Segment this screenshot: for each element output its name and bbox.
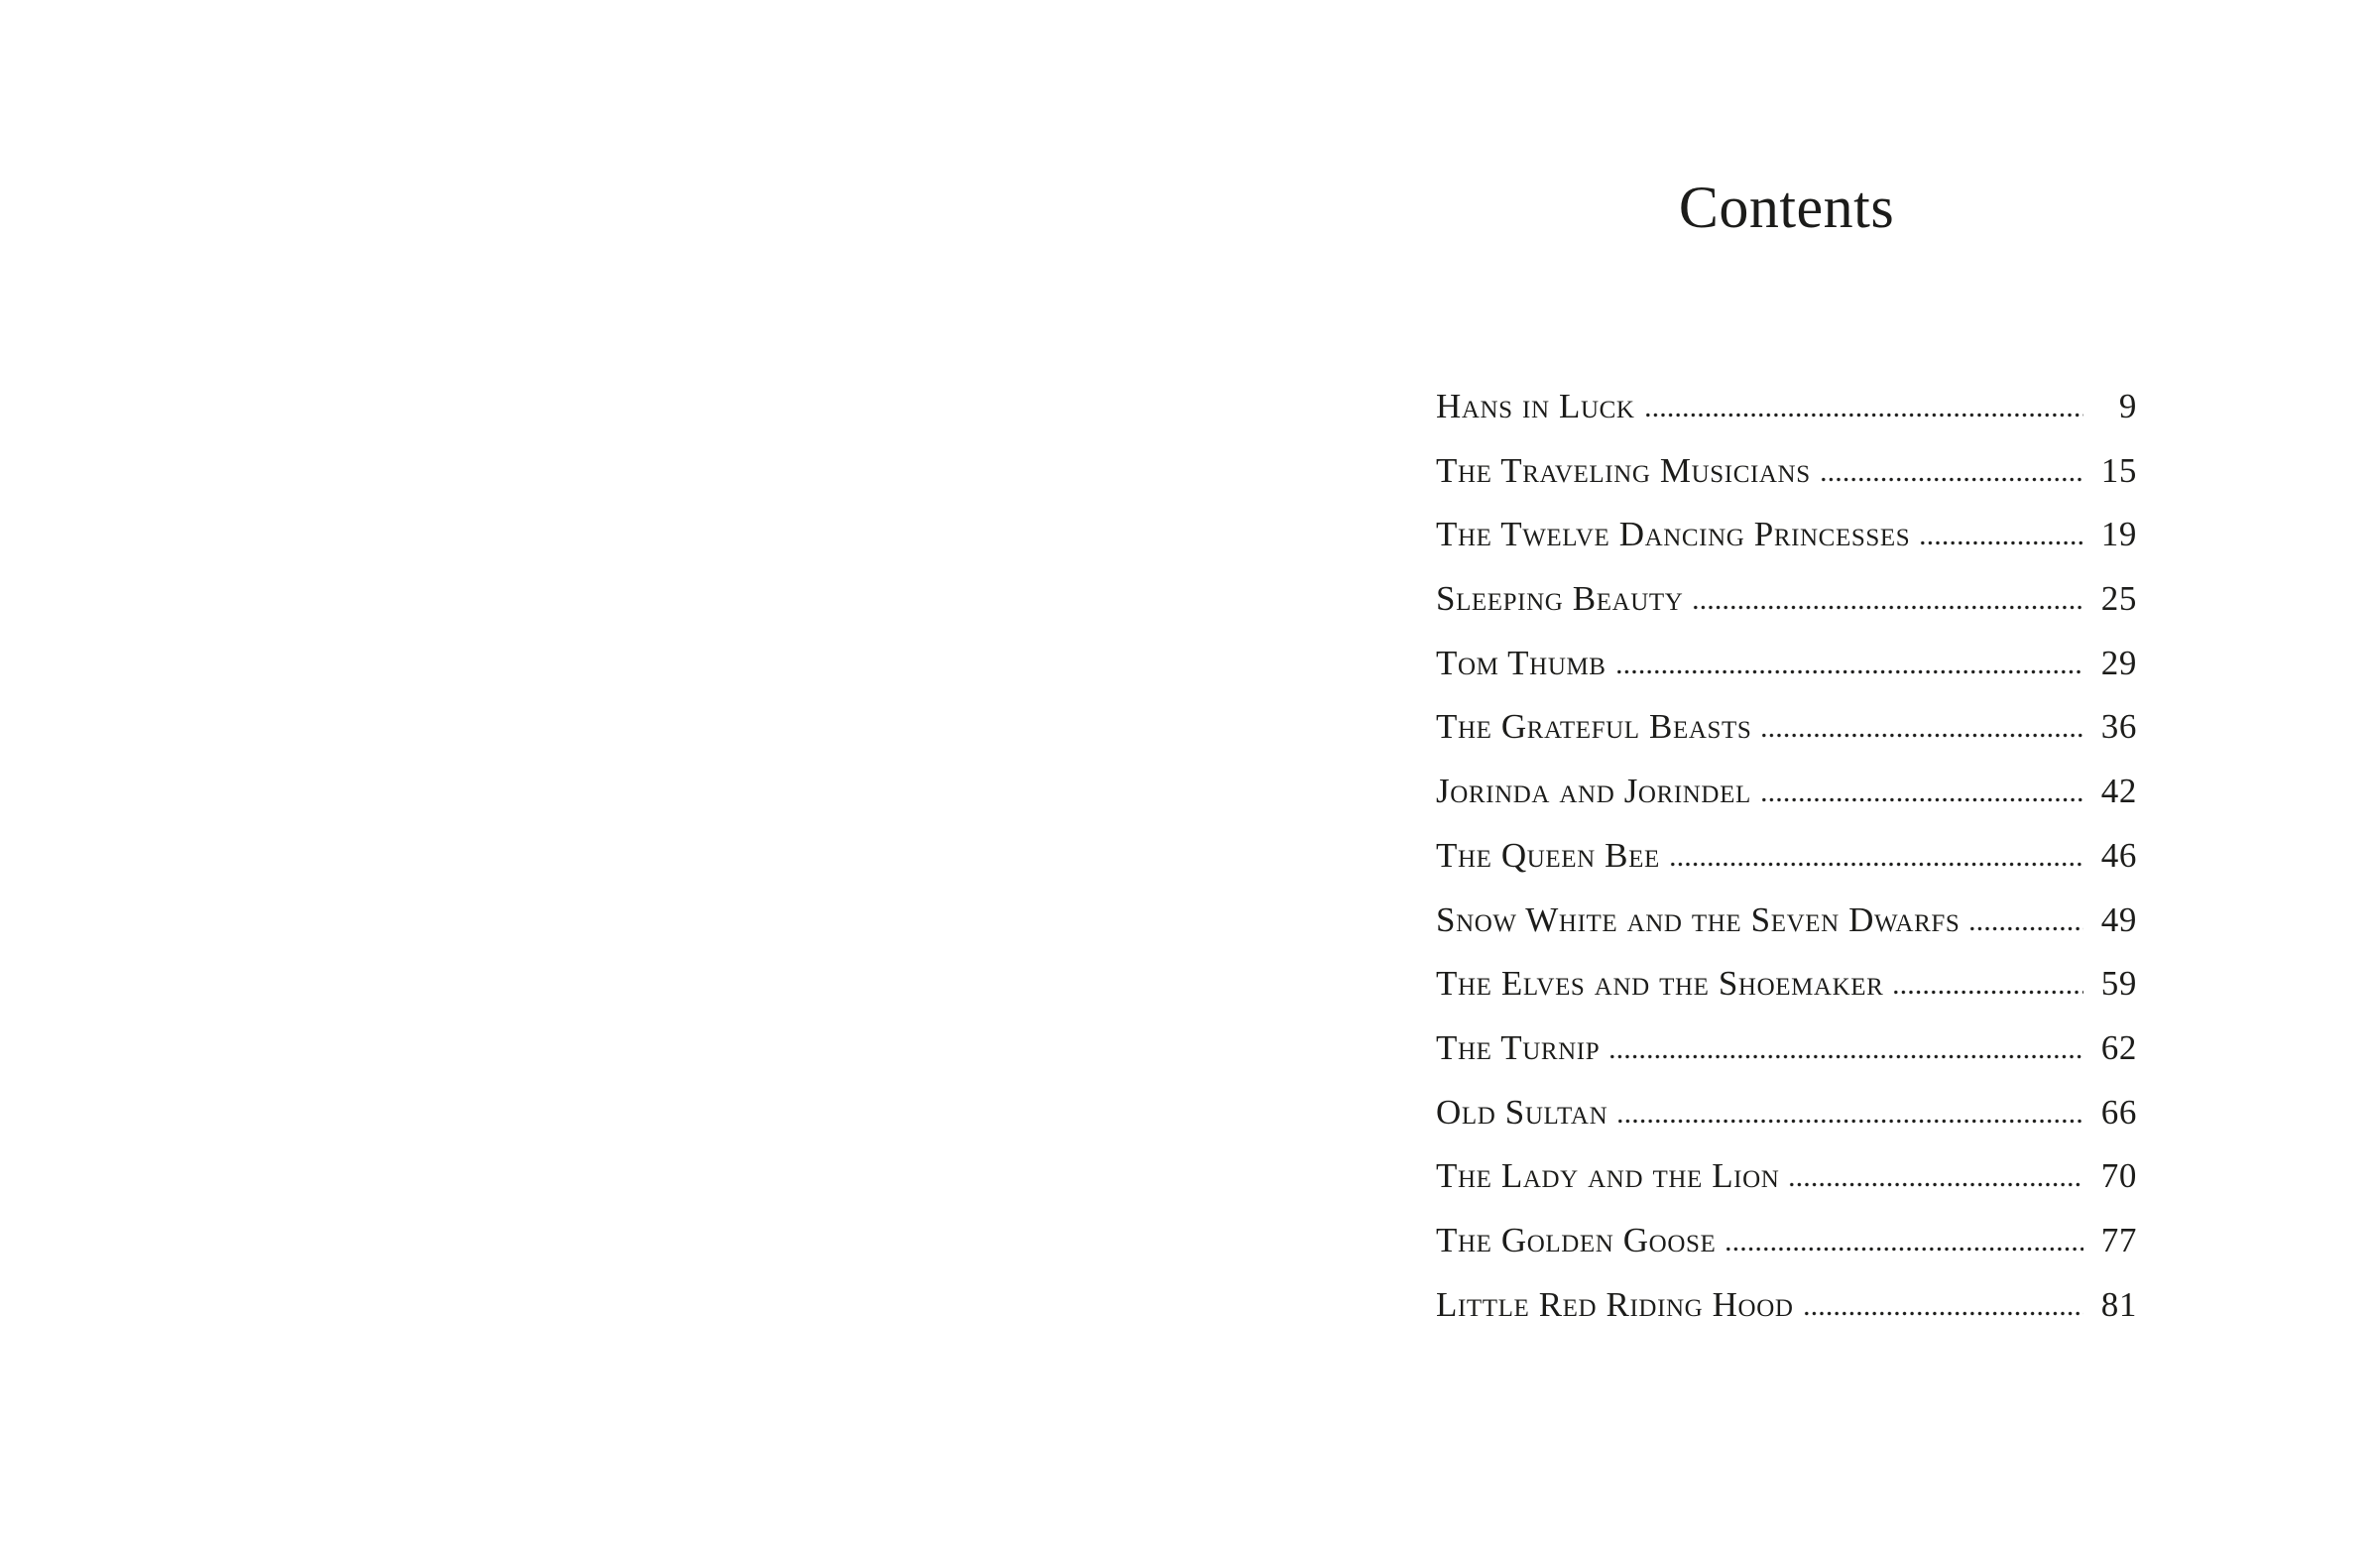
toc-entry	[1436, 375, 2137, 439]
dot-leader	[1919, 539, 2083, 545]
toc-entry-title: Tom Thumb	[1436, 643, 1606, 682]
toc-entry	[1436, 1273, 2137, 1338]
page-title: Contents	[1678, 175, 1895, 240]
dot-leader	[1725, 1246, 2083, 1252]
dot-leader	[1669, 861, 2083, 867]
toc-entry-page: 36	[2100, 707, 2137, 747]
toc-entry-page: 46	[2100, 835, 2137, 875]
toc-entry-title: The Twelve Dancing Princesses	[1436, 515, 1911, 554]
dot-leader	[1644, 412, 2083, 418]
dot-leader	[1803, 1310, 2083, 1316]
toc-entry-title: The Golden Goose	[1436, 1220, 1717, 1259]
toc-entry	[1436, 889, 2137, 953]
toc-entry	[1436, 952, 2137, 1016]
toc-entry-page: 66	[2100, 1092, 2137, 1132]
toc-entry	[1436, 760, 2137, 824]
toc-entry	[1436, 632, 2137, 696]
toc-entry-page: 77	[2100, 1220, 2137, 1259]
dot-leader	[1788, 1181, 2083, 1187]
toc-entry-page: 49	[2100, 899, 2137, 939]
toc-entry-page: 81	[2100, 1284, 2137, 1324]
dot-leader	[1820, 476, 2083, 482]
dot-leader	[1692, 604, 2083, 610]
dot-leader	[1615, 668, 2083, 674]
dot-leader	[1892, 989, 2083, 995]
toc-entry-title: The Lady and the Lion	[1436, 1156, 1780, 1196]
toc-entry-title: Little Red Riding Hood	[1436, 1284, 1794, 1324]
toc-entry-page: 62	[2100, 1027, 2137, 1067]
toc-entry-title: The Queen Bee	[1436, 835, 1660, 875]
toc-entry	[1436, 503, 2137, 567]
table-of-contents	[1436, 375, 2137, 1337]
toc-entry-title: Sleeping Beauty	[1436, 579, 1684, 619]
dot-leader	[1608, 1053, 2083, 1059]
toc-entry-title: The Turnip	[1436, 1027, 1601, 1067]
toc-entry-page: 9	[2118, 387, 2137, 425]
toc-entry-title: Hans in Luck	[1436, 387, 1635, 425]
toc-entry-page: 19	[2100, 515, 2137, 554]
toc-entry	[1436, 439, 2137, 504]
toc-entry-title: The Traveling Musicians	[1436, 450, 1811, 490]
toc-entry	[1436, 1209, 2137, 1273]
toc-entry-page: 25	[2100, 579, 2137, 619]
toc-entry-title: Old Sultan	[1436, 1092, 1608, 1132]
toc-entry-page: 29	[2100, 643, 2137, 682]
toc-entry-title: Snow White and the Seven Dwarfs	[1436, 899, 1961, 939]
toc-entry	[1436, 1144, 2137, 1209]
dot-leader	[1760, 796, 2083, 802]
toc-entry-title: The Elves and the Shoemaker	[1436, 964, 1884, 1004]
toc-entry-page: 59	[2100, 964, 2137, 1004]
toc-entry-page: 42	[2100, 772, 2137, 811]
dot-leader	[1760, 732, 2083, 738]
toc-entry	[1436, 695, 2137, 760]
dot-leader	[1616, 1118, 2083, 1124]
toc-entry	[1436, 567, 2137, 632]
toc-entry-title: The Grateful Beasts	[1436, 707, 1752, 747]
dot-leader	[1968, 925, 2083, 931]
toc-entry-page: 70	[2100, 1156, 2137, 1196]
toc-entry	[1436, 1081, 2137, 1145]
toc-entry-title: Jorinda and Jorindel	[1436, 772, 1751, 811]
toc-entry-page: 15	[2100, 450, 2137, 490]
toc-entry	[1436, 824, 2137, 889]
toc-entry	[1436, 1016, 2137, 1081]
